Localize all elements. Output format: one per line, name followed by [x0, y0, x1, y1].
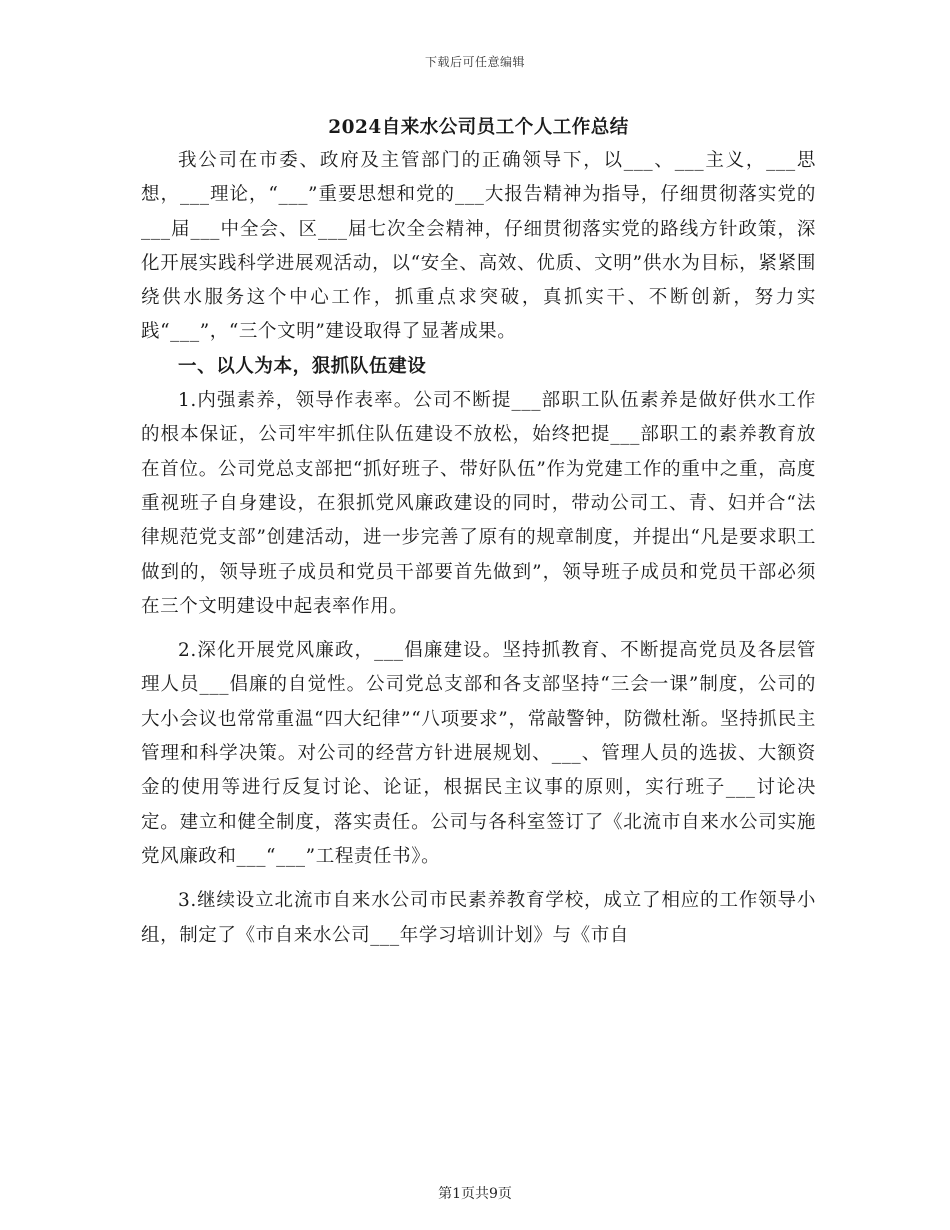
intro-paragraph: 我公司在市委、政府及主管部门的正确领导下，以___、___主义，___思想，___理论，“___”重要思想和党的___大报告精神为指导，仔细贯彻落实党的___届___中全会、区___届七次全会精神，仔细贯彻落实党的路线方针政策，深化开展实践科学进展观活动，以“安全、高效、优质、文明”供水为目标，紧紧围绕供水服务这个中心工作，抓重点求突破，真抓实干、不断创新，努力实践“___”，“三个文明”建设取得了显著成果。 — [141, 150, 816, 343]
page-header-note: 下载后可任意编辑 — [424, 55, 525, 69]
section-item-3: 3.继续设立北流市自来水公司市民素养教育学校，成立了相应的工作领导小组，制定了《市自来水公司___年学习培训计划》与《市自 — [141, 890, 816, 946]
document-body — [141, 112, 816, 953]
section-item-2: 2.深化开展党风廉政，___倡廉建设。坚持抓教育、不断提高党员及各层管理人员___倡廉的自觉性。公司党总支部和各支部坚持“三会一课”制度，公司的大小会议也常常重温“四大纪律”“八项要求”，常敲警钟，防微杜渐。坚持抓民主管理和科学决策。对公司的经营方针进展规划、___、管理人员的选拔、大额资金的使用等进行反复讨论、论证，根据民主议事的原则，实行班子___讨论决定。建立和健全制度，落实责任。公司与各科室签订了《北流市自来水公司实施党风廉政和___“___”工程责任书》。 — [141, 640, 816, 867]
section-heading: 一、以人为本，狠抓队伍建设 — [178, 355, 427, 377]
section-item-1: 1.内强素养，领导作表率。公司不断提___部职工队伍素养是做好供水工作的根本保证，公司牢牢抓住队伍建设不放松，始终把提___部职工的素养教育放在首位。公司党总支部把“抓好班子、带好队伍”作为党建工作的重中之重，高度重视班子自身建设，在狠抓党风廉政建设的同时，带动公司工、青、妇并合“法律规范党支部”创建活动，进一步完善了原有的规章制度，并提出“凡是要求职工做到的，领导班子成员和党员干部要首先做到”，领导班子成员和党员干部必须在三个文明建设中起表率作用。 — [141, 390, 816, 617]
document-title: 2024自来水公司员工个人工作总结 — [328, 117, 629, 138]
page-number: 第1页共9页 — [438, 1186, 512, 1202]
